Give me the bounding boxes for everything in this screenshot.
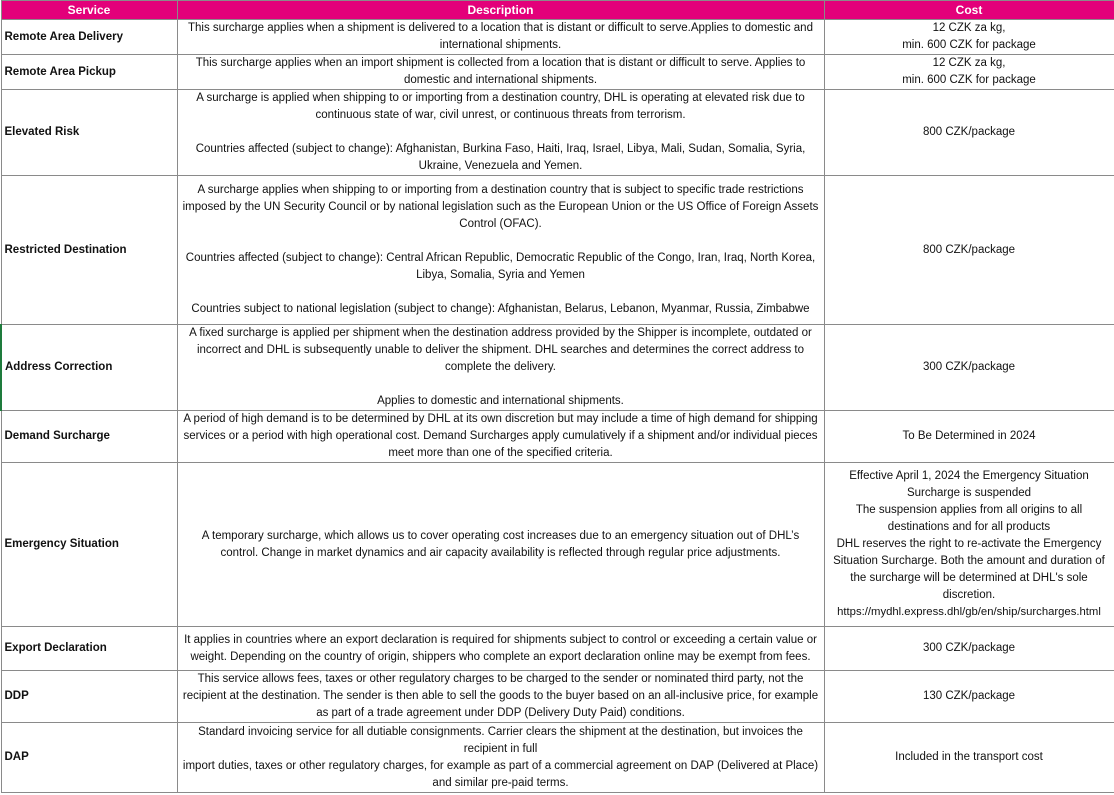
description-paragraph: This surcharge applies when an import shipment is collected from a location that is distant or difficult to serve. Applies to domestic and international shipments. [195,57,806,86]
service-name: Elevated Risk [1,90,177,176]
service-name: Remote Area Pickup [1,55,177,90]
description-paragraph: Standard invoicing service for all dutiable consignments. Carrier clears the shipment at the destination, but invoices the recipient in full [198,725,803,755]
service-name: Emergency Situation [1,463,177,627]
description-paragraph: This service allows fees, taxes or other regulatory charges to be charged to the sender or nominated third party, not the recipient at the destination. The sender is then able to sell the goods to the buyer based on an all-inclusive price, for example as part of a trade agreement under DDP (Delivery Duty Paid) conditions. [182,673,819,719]
service-cost [824,671,1114,723]
service-description [177,627,824,671]
cost-line: 12 CZK za kg, [932,22,1006,34]
header-service: Service [1,1,177,20]
service-description [177,20,824,55]
description-paragraph: A surcharge applies when shipping to or importing from a destination country that is subject to specific trade restrictions imposed by the UN Security Council or by national legislation such as the European Union or the US Office of Foreign Assets Control (OFAC). [182,184,819,230]
table-row [1,55,1114,90]
table-row [1,90,1114,176]
service-description [177,176,824,325]
description-paragraph: Countries affected (subject to change): Afghanistan, Burkina Faso, Haiti, Iraq, Israel, Libya, Mali, Sudan, Somalia, Syria, Ukraine, Venezuela and Yemen. [195,143,806,172]
table-row [1,627,1114,671]
cost-line: To Be Determined in 2024 [902,430,1036,442]
cost-line: 300 CZK/package [922,642,1016,654]
description-paragraph: Applies to domestic and international shipments. [377,395,624,407]
table-row [1,723,1114,793]
description-paragraph: A fixed surcharge is applied per shipment when the destination address provided by the Shipper is incomplete, outdated or incorrect and DHL is subsequently unable to deliver the shipment. DHL searches and determines the correct address to complete the delivery. [189,327,812,373]
cost-line: The suspension applies from all origins to all destinations and for all products [855,504,1083,533]
description-paragraph: A period of high demand is to be determined by DHL at its own discretion but may include a time of high demand for shipping services or a period with high operational cost. Demand Surcharges apply cumulatively if a shipment and/or individual pieces meet more than one of the specified criteria. [183,413,818,459]
description-paragraph: Countries subject to national legislation (subject to change): Afghanistan, Belarus, Lebanon, Myanmar, Russia, Zimbabwe [191,303,810,315]
service-name: Export Declaration [1,627,177,671]
description-paragraph: A temporary surcharge, which allows us to cover operating cost increases due to an emergency situation out of DHL’s control. Change in market dynamics and air capacity availability is reflected through regular price adjustments. [201,529,800,559]
table-row [1,463,1114,627]
description-paragraph: This surcharge applies when a shipment is delivered to a location that is distant or difficult to serve.Applies to domestic and international shipments. [188,22,813,51]
table-row [1,671,1114,723]
cost-line: min. 600 CZK for package [902,74,1036,86]
cost-line: 300 CZK/package [922,361,1016,373]
cost-line: Effective April 1, 2024 the Emergency Situation Surcharge is suspended [849,470,1089,499]
service-description [177,325,824,411]
cost-line: 800 CZK/package [922,243,1016,256]
table-row [1,176,1114,325]
cost-line: 800 CZK/package [922,126,1016,138]
table-row [1,411,1114,463]
header-cost: Cost [824,1,1114,20]
header-row [1,1,1114,20]
surcharges-link[interactable]: https://mydhl.express.dhl/gb/en/ship/surcharges.html [837,606,1101,618]
cost-line: 12 CZK za kg, [932,57,1006,69]
service-name: Remote Area Delivery [1,20,177,55]
service-cost [824,723,1114,793]
description-paragraph: import duties, taxes or other regulatory charges, for example as part of a commercial agreement on DAP (Delivered at Place) and similar pre-paid terms. [182,759,819,789]
description-paragraph: Countries affected (subject to change): Central African Republic, Democratic Republic of the Congo, Iran, Iraq, North Korea, Libya, Somalia, Syria and Yemen [185,252,816,281]
service-cost [824,325,1114,411]
description-paragraph: It applies in countries where an export declaration is required for shipments subject to control or exceeding a certain value or weight. Depending on the country of origin, shippers who complete an export declaration online may be exempt from fees. [184,633,817,663]
service-name: DAP [1,723,177,793]
service-cost [824,627,1114,671]
cost-line: min. 600 CZK for package [902,39,1036,51]
cost-line: Included in the transport cost [895,751,1043,763]
service-description [177,723,824,793]
service-description [177,671,824,723]
service-cost [824,20,1114,55]
description-paragraph: A surcharge is applied when shipping to or importing from a destination country, DHL is operating at elevated risk due to continuous state of war, civil unrest, or continuous threats from terrorism. [196,92,805,121]
table-row [1,325,1114,411]
cost-line: 130 CZK/package [922,690,1016,702]
cost-line: DHL reserves the right to re-activate the Emergency Situation Surcharge. Both the amount and duration of the surcharge will be determined at DHL's sole discretion. [833,538,1105,601]
service-description [177,90,824,176]
service-cost [824,55,1114,90]
service-cost [824,411,1114,463]
service-cost [824,463,1114,627]
service-description [177,411,824,463]
service-description [177,55,824,90]
service-name: Restricted Destination [1,176,177,325]
service-name: Address Correction [1,325,177,411]
service-name: DDP [1,671,177,723]
service-description [177,463,824,627]
header-description: Description [177,1,824,20]
service-cost [824,90,1114,176]
table-row [1,20,1114,55]
service-name: Demand Surcharge [1,411,177,463]
service-cost [824,176,1114,325]
